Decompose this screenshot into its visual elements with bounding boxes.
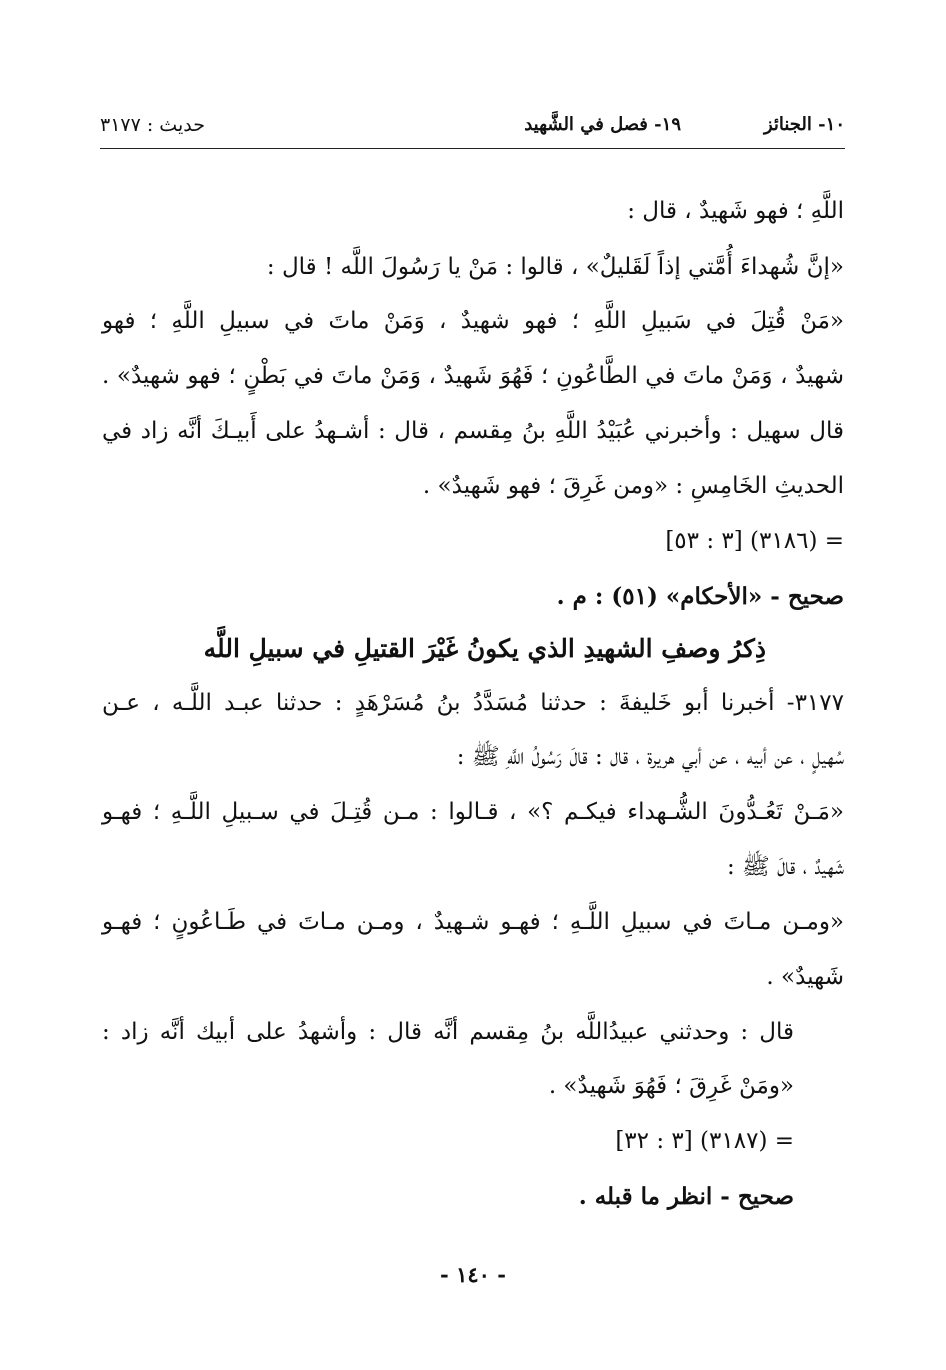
cross-reference: = (٣١٨٧) [٣ : ٣٢]: [615, 1128, 794, 1154]
text-line: قال : وحدثني عبيدُاللَّه بنُ مِقسم أنَّه قال : وأشهدُ على أبيك أنَّه زاد :: [102, 1019, 794, 1045]
text-line: «مَـنْ تَعُـدُّونَ الشُّـهداء فيكـم ؟» ، قـالوا : مـن قُتِـلَ في سـبيلِ اللَّـهِ ؛ فهـو: [102, 799, 844, 825]
book-title: ١٠- الجنائز: [763, 114, 845, 135]
section-heading: ذِكرُ وصفِ الشهيدِ الذي يكونُ غَيْرَ القتيلِ في سبيلِ اللَّه: [203, 634, 766, 663]
text-line: ٣١٧٧- أخبرنا أبو خَليفةَ : حدثنا مُسَدَّدُ بنُ مُسَرْهَدٍ : حدثنا عبـد اللَّـه ، عـن: [102, 690, 844, 716]
page-number: - ١٤٠ -: [440, 1262, 506, 1287]
grading-note: صحيح - انظر ما قبله .: [578, 1183, 794, 1210]
text-line: شهيدٌ ، وَمَنْ ماتَ في الطَّاعُونِ ؛ فَهُوَ شَهيدٌ ، وَمَنْ ماتَ في بَطْنٍ ؛ فهو شهيدٌ» .: [102, 363, 844, 389]
text-line: «مَنْ قُتِلَ في سَبيلِ اللَّهِ ؛ فهو شهيدٌ ، وَمَنْ ماتَ في سبيلِ اللَّهِ ؛ فهو: [102, 308, 844, 334]
text-line: شَهيدٌ» .: [766, 964, 844, 990]
hadith-number: حديث : ٣١٧٧: [100, 114, 205, 136]
text-line: «إنَّ شُهداءَ أُمَّتي إذاً لَقَليلٌ» ، قالوا : مَنْ يا رَسُولَ اللَّه ! قال :: [266, 254, 844, 280]
text-line: اللَّهِ ؛ فهو شَهيدٌ ، قال :: [627, 198, 844, 224]
cross-reference: = (٣١٨٦) [٣ : ٥٣]: [665, 528, 844, 554]
text-line: الحديثِ الخَامِسِ : «ومن غَرِقَ ؛ فهو شَهيدٌ» .: [422, 473, 844, 499]
text-line: شَهيدٌ ، قالَ ﷺ :: [726, 854, 844, 880]
text-line: «ومـن مـاتَ في سبيلِ اللَّـهِ ؛ فهـو شـهيدٌ ، ومـن مـاتَ في طَـاعُونٍ ؛ فهـو: [102, 909, 844, 935]
grading-note: صحيح - «الأحكام» (٥١) : م .: [556, 583, 844, 610]
text-line: «ومَنْ غَرِقَ ؛ فَهُوَ شَهيدٌ» .: [548, 1073, 794, 1099]
text-line: قال سهيل : وأخبرني عُبَيْدُ اللَّهِ بنُ مِقسم ، قال : أشـهدُ على أَبيـكَ أنَّه زاد في: [102, 418, 844, 444]
running-header: [100, 108, 845, 149]
chapter-title: ١٩- فصل في الشَّهيد: [524, 114, 681, 135]
text-line: سُهيلٍ ، عن أبيه ، عن أبي هريرة ، قال : قالَ رَسُولُ اللَّهِ ﷺ :: [456, 744, 844, 770]
